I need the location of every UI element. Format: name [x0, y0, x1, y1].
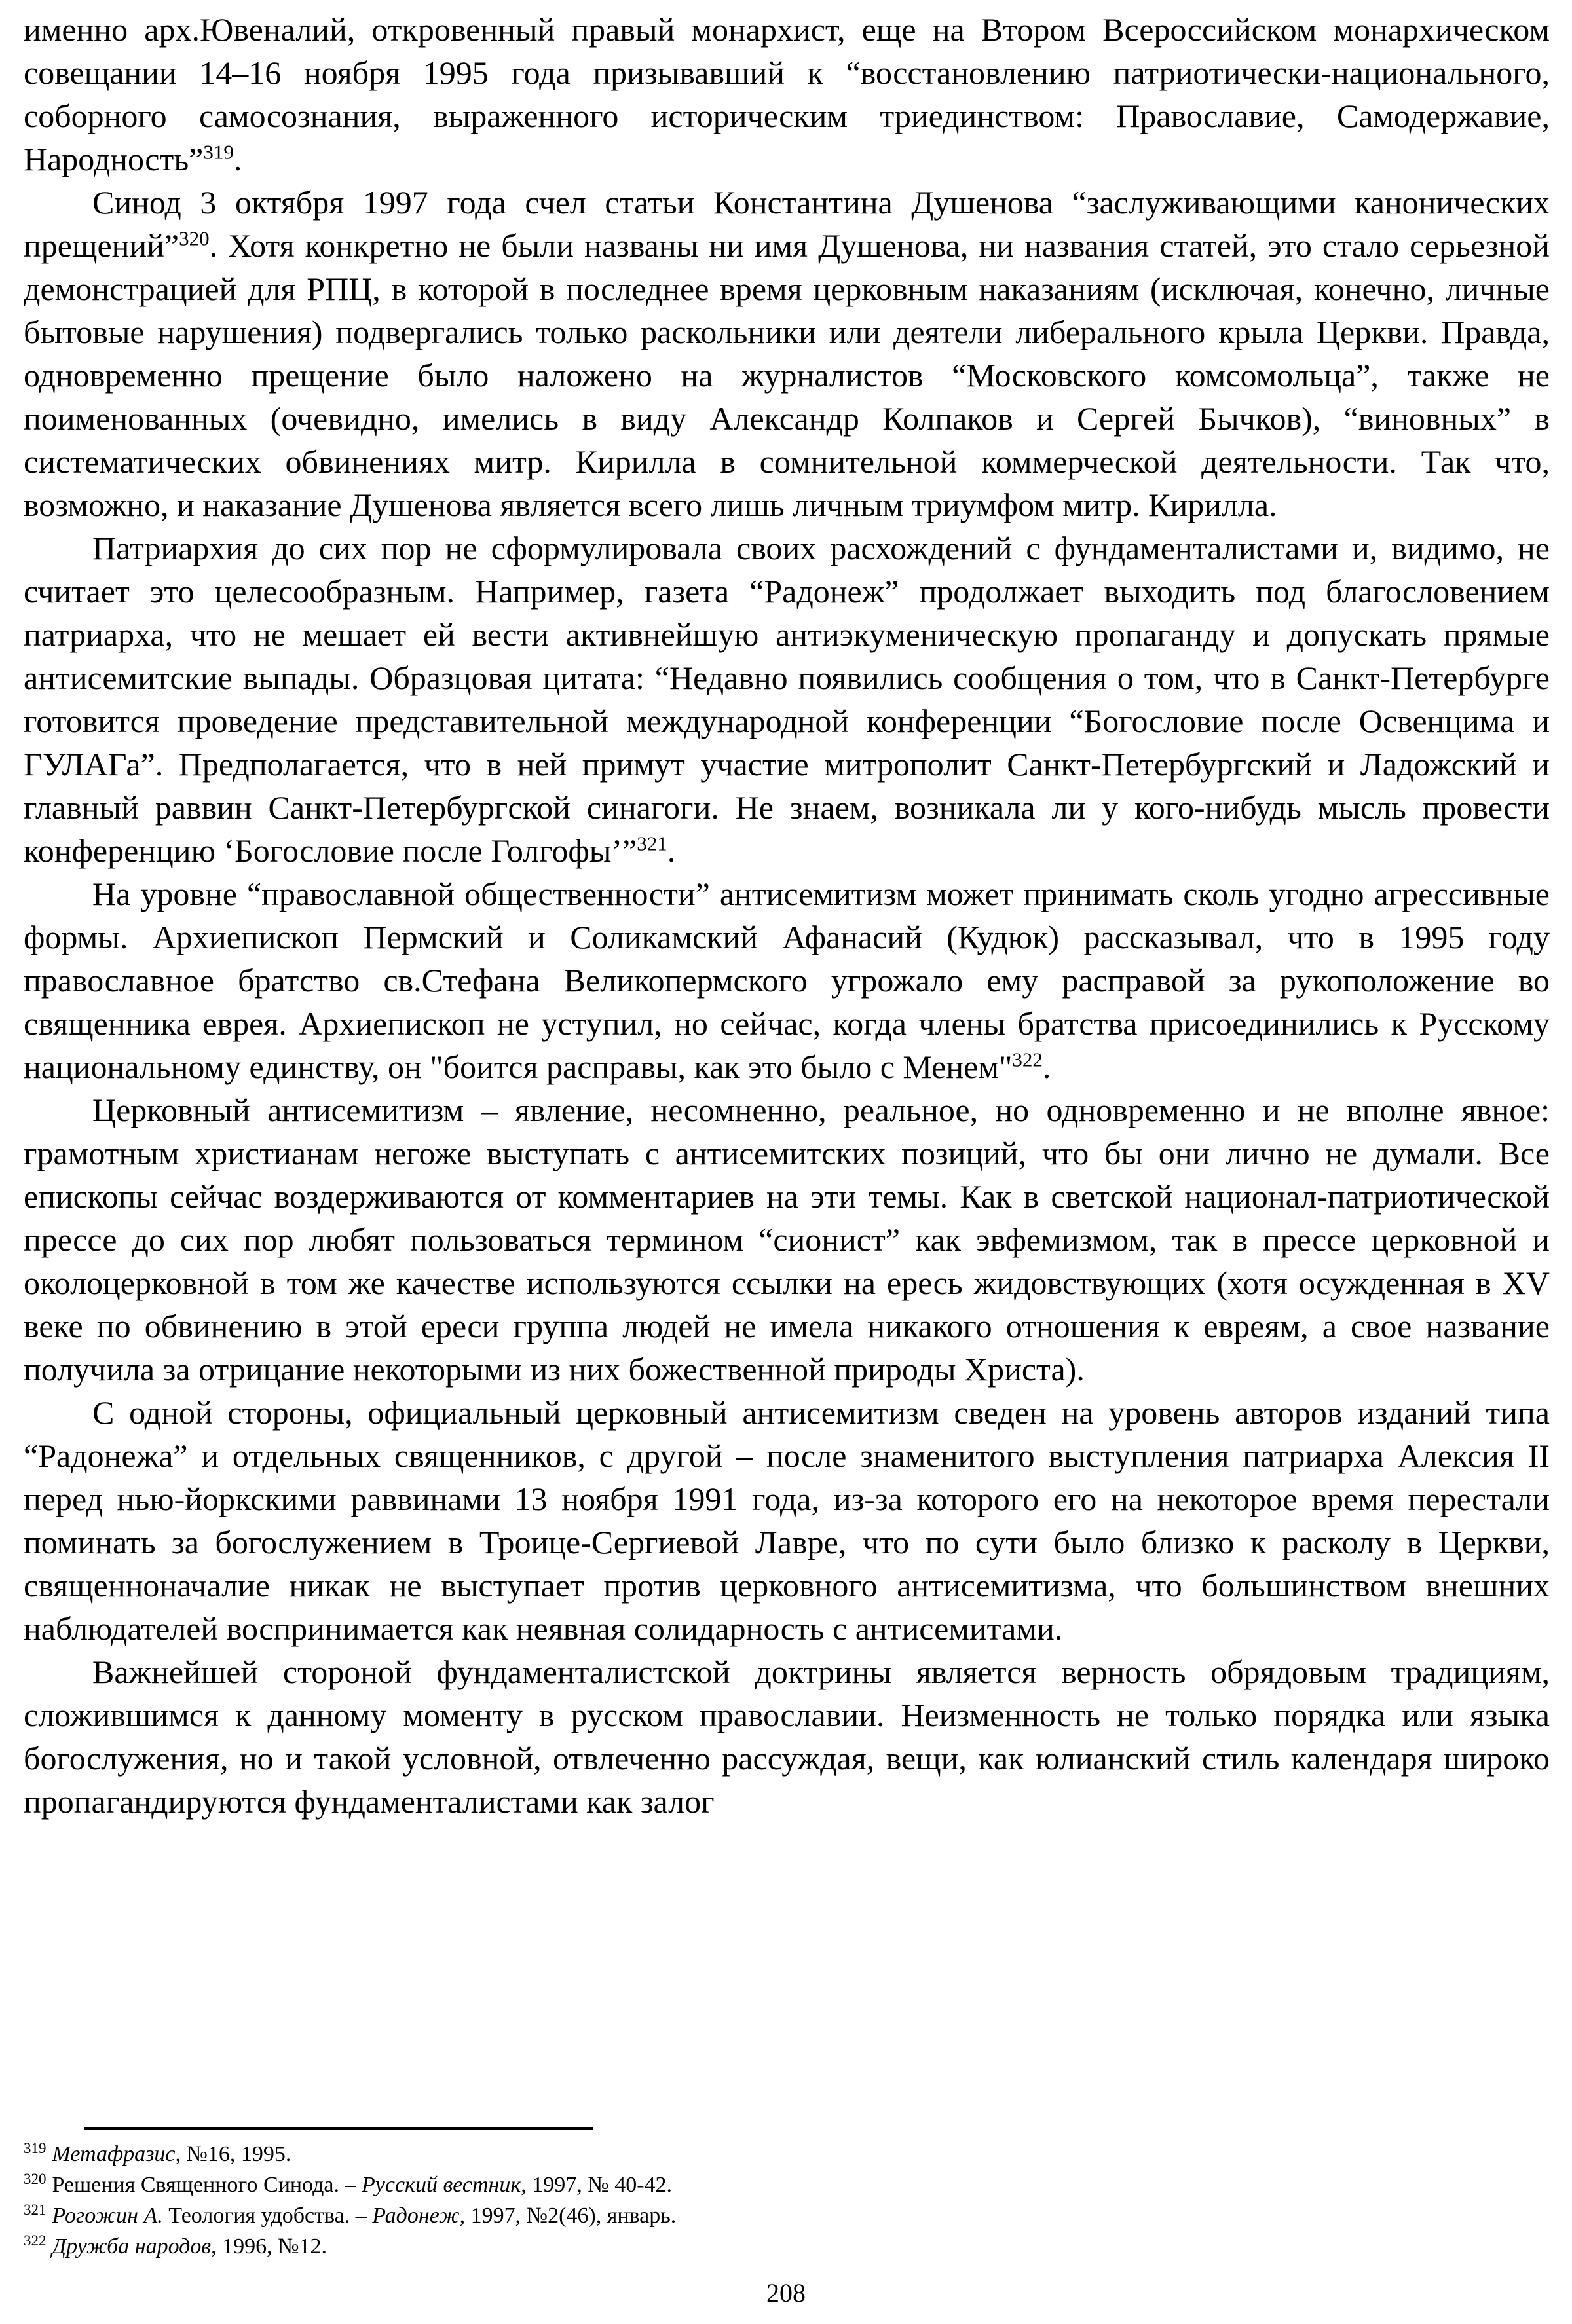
- footnote-source-title: Русский вестник: [362, 2173, 521, 2197]
- paragraph-text: На уровне “православной общественности” антисемитизм может принимать сколь угодно агрессивные формы. Архиепископ Пермский и Соликамский Афанасий (Кудюк) рассказывал, что в 1995 году православное братство св.Стефана Великопермского угрожало ему расправой за рукоположение во священника еврея. Архиепископ не уступил, но сейчас, когда члены братства присоединились к Русскому национальному единству, он "боится расправы, как это было с Менем": [24, 876, 1550, 1085]
- paragraph-3: [24, 526, 1550, 872]
- document-body: [24, 8, 1550, 1823]
- paragraph-text: .: [667, 832, 676, 869]
- footnote-text: Решения Священного Синода. –: [52, 2173, 362, 2197]
- footnote-author: Рогожин А.: [52, 2204, 163, 2228]
- footnote-source-title: Дружба народов: [52, 2234, 212, 2259]
- footnote-text: , 1997, № 40-42.: [521, 2173, 673, 2197]
- paragraph-text: Важнейшей стороной фундаменталистской доктрины является верность обрядовым традициям, сложившимся к данному моменту в русском православии. Неизменность не только порядка или языка богослужения, но и такой условной, отвлеченно рассуждая, вещи, как юлианский стиль календаря широко пропагандируются фундаменталистами как залог: [24, 1653, 1550, 1820]
- footnote-321: [24, 2200, 1550, 2231]
- footnote-area: [24, 2127, 1550, 2262]
- footnote-number: 321: [24, 2201, 47, 2218]
- paragraph-2: [24, 181, 1550, 526]
- footnote-number: 322: [24, 2232, 47, 2249]
- footnote-text: 1997, №2(46), январь.: [465, 2204, 677, 2228]
- footnote-number: 320: [24, 2170, 47, 2187]
- footnote-number: 319: [24, 2139, 47, 2156]
- paragraph-6: [24, 1391, 1550, 1650]
- paragraph-5: [24, 1088, 1550, 1391]
- footnote-text: Теология удобства. –: [162, 2204, 373, 2228]
- footnote-source-title: Метафразис: [52, 2142, 176, 2166]
- paragraph-text: .: [1042, 1048, 1051, 1085]
- paragraph-4: [24, 872, 1550, 1088]
- footnote-ref-320: 320: [179, 227, 210, 250]
- paragraph-text: именно арх.Ювеналий, откровенный правый монархист, еще на Втором Всероссийском монархическом совещании 14–16 ноября 1995 года призывавший к “восстановлению патриотически-национального, соборного самосознания, выраженного историческим триединством: Православие, Самодержавие, Народность”: [24, 11, 1550, 177]
- footnote-text: , 1996, №12.: [211, 2234, 328, 2259]
- footnote-320: [24, 2169, 1550, 2200]
- footnote-separator-line: [84, 2127, 593, 2130]
- paragraph-text: Патриархия до сих пор не сформулировала своих расхождений с фундаменталистами и, видимо, не считает это целесообразным. Например, газета “Радонеж” продолжает выходить под благословением патриарха, что не мешает ей вести активнейшую антиэкуменическую пропаганду и допускать прямые антисемитские выпады. Образцовая цитата: “Недавно появились сообщения о том, что в Санкт-Петербурге готовится проведение представительной международной конференции “Богословие после Освенцима и ГУЛАГа”. Предполагается, что в ней примут участие митрополит Санкт-Петербургский и Ладожский и главный раввин Санкт-Петербургской синагоги. Не знаем, возникала ли у кого-нибудь мысль провести конференцию ‘Богословие после Голгофы’”: [24, 530, 1550, 869]
- paragraph-7: [24, 1650, 1550, 1823]
- paragraph-text: .: [233, 141, 242, 177]
- footnote-322: [24, 2231, 1550, 2262]
- paragraph-text: Синод 3 октября 1997 года счел статьи Константина Душенова “заслуживающими канонических прещений”: [24, 184, 1550, 264]
- footnote-ref-322: 322: [1012, 1048, 1043, 1071]
- footnote-ref-321: 321: [637, 832, 667, 855]
- footnote-text: , №16, 1995.: [175, 2142, 291, 2166]
- paragraph-1: [24, 8, 1550, 181]
- footnote-source-title: Радонеж,: [372, 2204, 466, 2228]
- paragraph-text: . Хотя конкретно не были названы ни имя Душенова, ни названия статей, это стало серьезной демонстрацией для РПЦ, в которой в последнее время церковным наказаниям (исключая, конечно, личные бытовые нарушения) подвергались только раскольники или деятели либерального крыла Церкви. Правда, одновременно прещение было наложено на журналистов “Московского комсомольца”, также не поименованных (очевидно, имелись в виду Александр Колпаков и Сергей Бычков), “виновных” в систематических обвинениях митр. Кирилла в сомнительной коммерческой деятельности. Так что, возможно, и наказание Душенова является всего лишь личным триумфом митр. Кирилла.: [24, 227, 1550, 523]
- page-number: 208: [766, 2278, 806, 2308]
- footnote-319: [24, 2139, 1550, 2169]
- footnote-ref-319: 319: [203, 140, 234, 164]
- paragraph-text: С одной стороны, официальный церковный антисемитизм сведен на уровень авторов изданий типа “Радонежа” и отдельных священников, с другой – после знаменитого выступления патриарха Алексия II перед нью-йоркскими раввинами 13 ноября 1991 года, из-за которого его на некоторое время перестали поминать за богослужением в Троице-Сергиевой Лавре, что по сути было близко к расколу в Церкви, священноначалие никак не выступает против церковного антисемитизма, что большинством внешних наблюдателей воспринимается как неявная солидарность с антисемитами.: [24, 1394, 1550, 1647]
- paragraph-text: Церковный антисемитизм – явление, несомненно, реальное, но одновременно и не вполне явное: грамотным христианам негоже выступать с антисемитских позиций, что бы они лично не думали. Все епископы сейчас воздерживаются от комментариев на эти темы. Как в светской национал-патриотической прессе до сих пор любят пользоваться термином “сионист” как эвфемизмом, так в прессе церковной и околоцерковной в том же качестве используются ссылки на ересь жидовствующих (хотя осужденная в XV веке по обвинению в этой ереси группа людей не имела никакого отношения к евреям, а свое название получила за отрицание некоторыми из них божественной природы Христа).: [24, 1092, 1550, 1388]
